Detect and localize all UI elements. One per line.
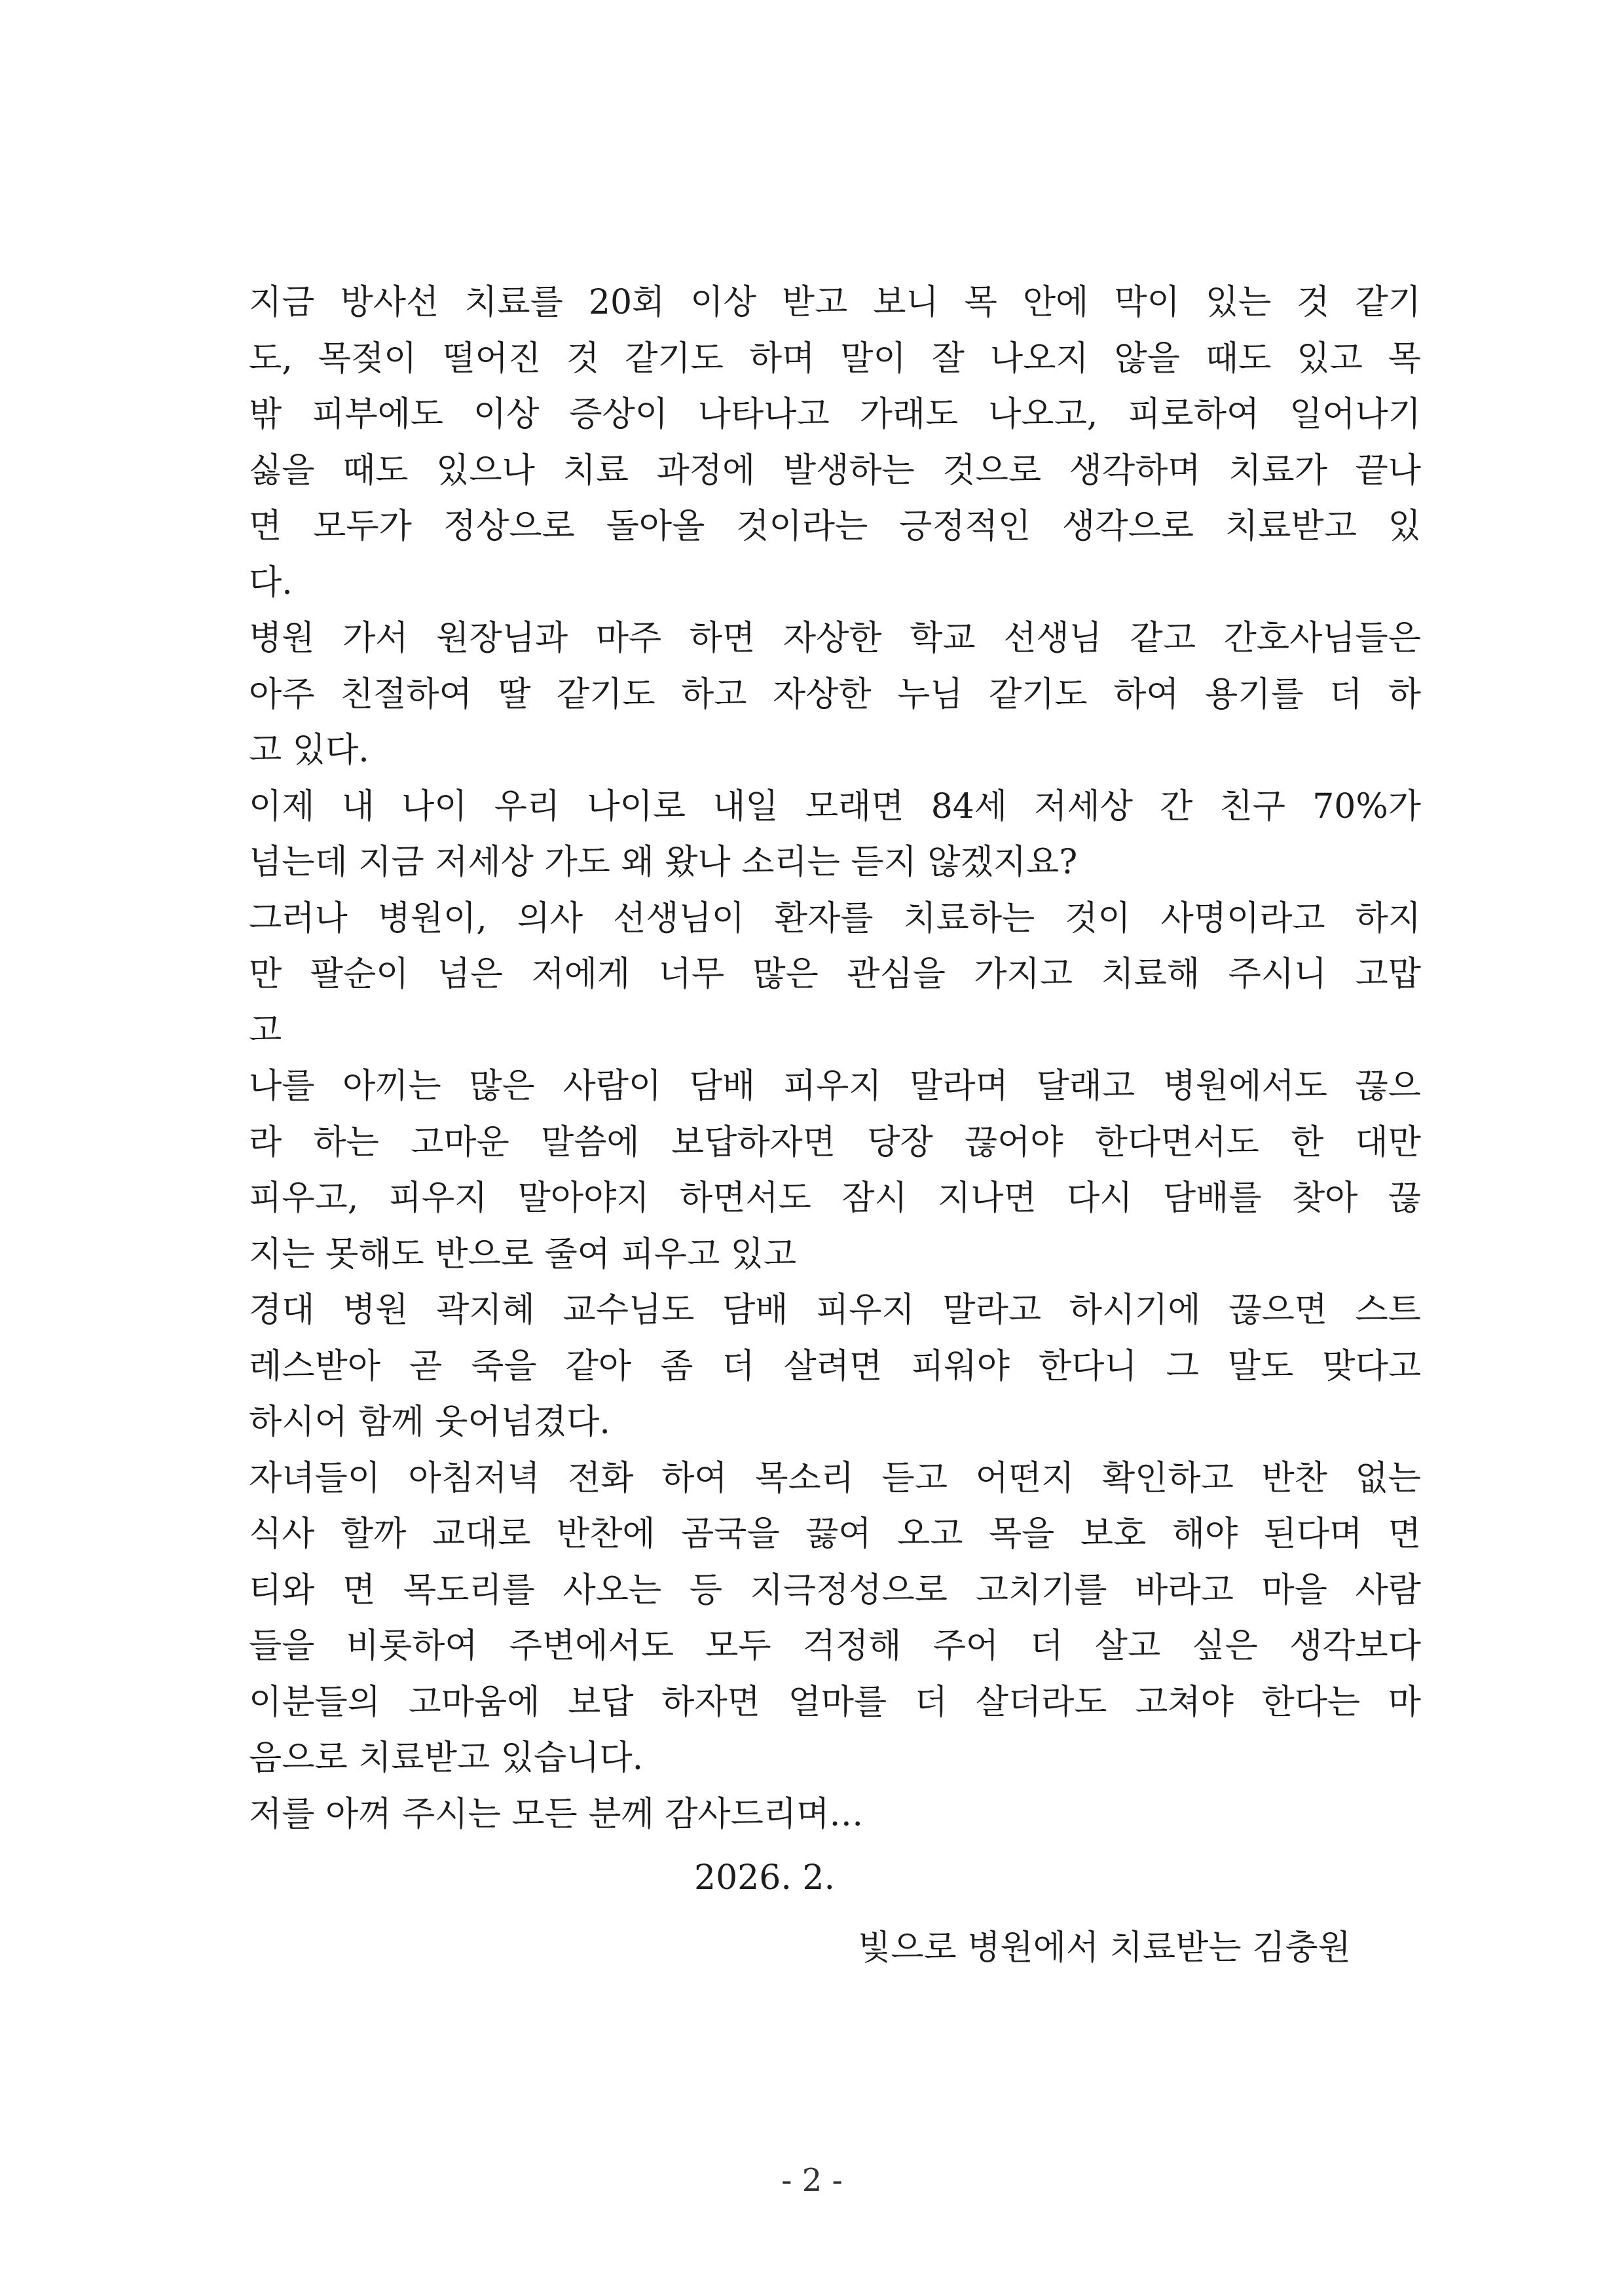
text-line: 그러나 병원이, 의사 선생님이 환자를 치료하는 것이 사명이라고 하지 [249, 898, 1421, 938]
text-line: 병원 가서 원장님과 마주 하면 자상한 학교 선생님 같고 간호사님들은 [249, 619, 1421, 658]
text-line: 피우고, 피우지 말아야지 하면서도 잠시 지나면 다시 담배를 찾아 끊 [249, 1179, 1421, 1218]
text-line: 넘는데 지금 저세상 가도 왜 왔나 소리는 듣지 않겠지요? [249, 843, 1078, 882]
text-line: 티와 면 목도리를 사오는 등 지극정성으로 고치기를 바라고 마을 사람 [249, 1570, 1421, 1610]
text-line: 라 하는 고마운 말씀에 보답하자면 당장 끊어야 한다면서도 한 대만 [249, 1122, 1421, 1162]
text-line: 만 팔순이 넘은 저에게 너무 많은 관심을 가지고 치료해 주시니 고맙 [249, 955, 1421, 994]
text-line: 음으로 치료받고 있습니다. [249, 1738, 644, 1778]
text-line: 다. [249, 562, 293, 602]
text-line: 도, 목젖이 떨어진 것 같기도 하며 말이 잘 나오지 않을 때도 있고 목 [249, 339, 1421, 378]
letter-date: 2026. 2. [694, 1858, 836, 1898]
text-line: 자녀들이 아침저녁 전화 하여 목소리 듣고 어떤지 확인하고 반찬 없는 [249, 1458, 1421, 1498]
text-line: 레스받아 곧 죽을 같아 좀 더 살려면 피워야 한다니 그 말도 맞다고 [249, 1346, 1421, 1386]
text-line: 나를 아끼는 많은 사람이 담배 피우지 말라며 달래고 병원에서도 끊으 [249, 1067, 1421, 1106]
page-number: - 2 - [781, 2162, 843, 2199]
text-line: 아주 친절하여 딸 같기도 하고 자상한 누님 같기도 하여 용기를 더 하 [249, 674, 1421, 714]
text-line: 싫을 때도 있으나 치료 과정에 발생하는 것으로 생각하며 치료가 끝나 [249, 450, 1421, 490]
text-line: 경대 병원 곽지혜 교수님도 담배 피우지 말라고 하시기에 끊으면 스트 [249, 1291, 1421, 1330]
text-line: 하시어 함께 웃어넘겼다. [249, 1403, 610, 1442]
text-line: 고 있다. [249, 731, 369, 770]
text-line: 지금 방사선 치료를 20회 이상 받고 보니 목 안에 막이 있는 것 같기 [249, 283, 1421, 322]
text-line: 이제 내 나이 우리 나이로 내일 모래면 84세 저세상 간 친구 70%가 [249, 786, 1421, 826]
text-line: 밖 피부에도 이상 증상이 나타나고 가래도 나오고, 피로하여 일어나기 [249, 395, 1421, 434]
text-line: 식사 할까 교대로 반찬에 곰국을 끓여 오고 목을 보호 해야 된다며 면 [249, 1515, 1421, 1554]
text-line: 저를 아껴 주시는 모든 분께 감사드리며… [249, 1794, 864, 1834]
text-line: 이분들의 고마움에 보답 하자면 얼마를 더 살더라도 고쳐야 한다는 마 [249, 1682, 1421, 1722]
letter-body [249, 275, 1421, 1843]
text-line: 면 모두가 정상으로 돌아올 것이라는 긍정적인 생각으로 치료받고 있 [249, 507, 1421, 546]
text-line: 지는 못해도 반으로 줄여 피우고 있고 [249, 1234, 797, 1274]
letter-signature: 빛으로 병원에서 치료받는 김충원 [858, 1928, 1351, 1968]
text-line: 들을 비롯하여 주변에서도 모두 걱정해 주어 더 살고 싶은 생각보다 [249, 1626, 1421, 1666]
text-line: 고 [249, 1010, 282, 1050]
